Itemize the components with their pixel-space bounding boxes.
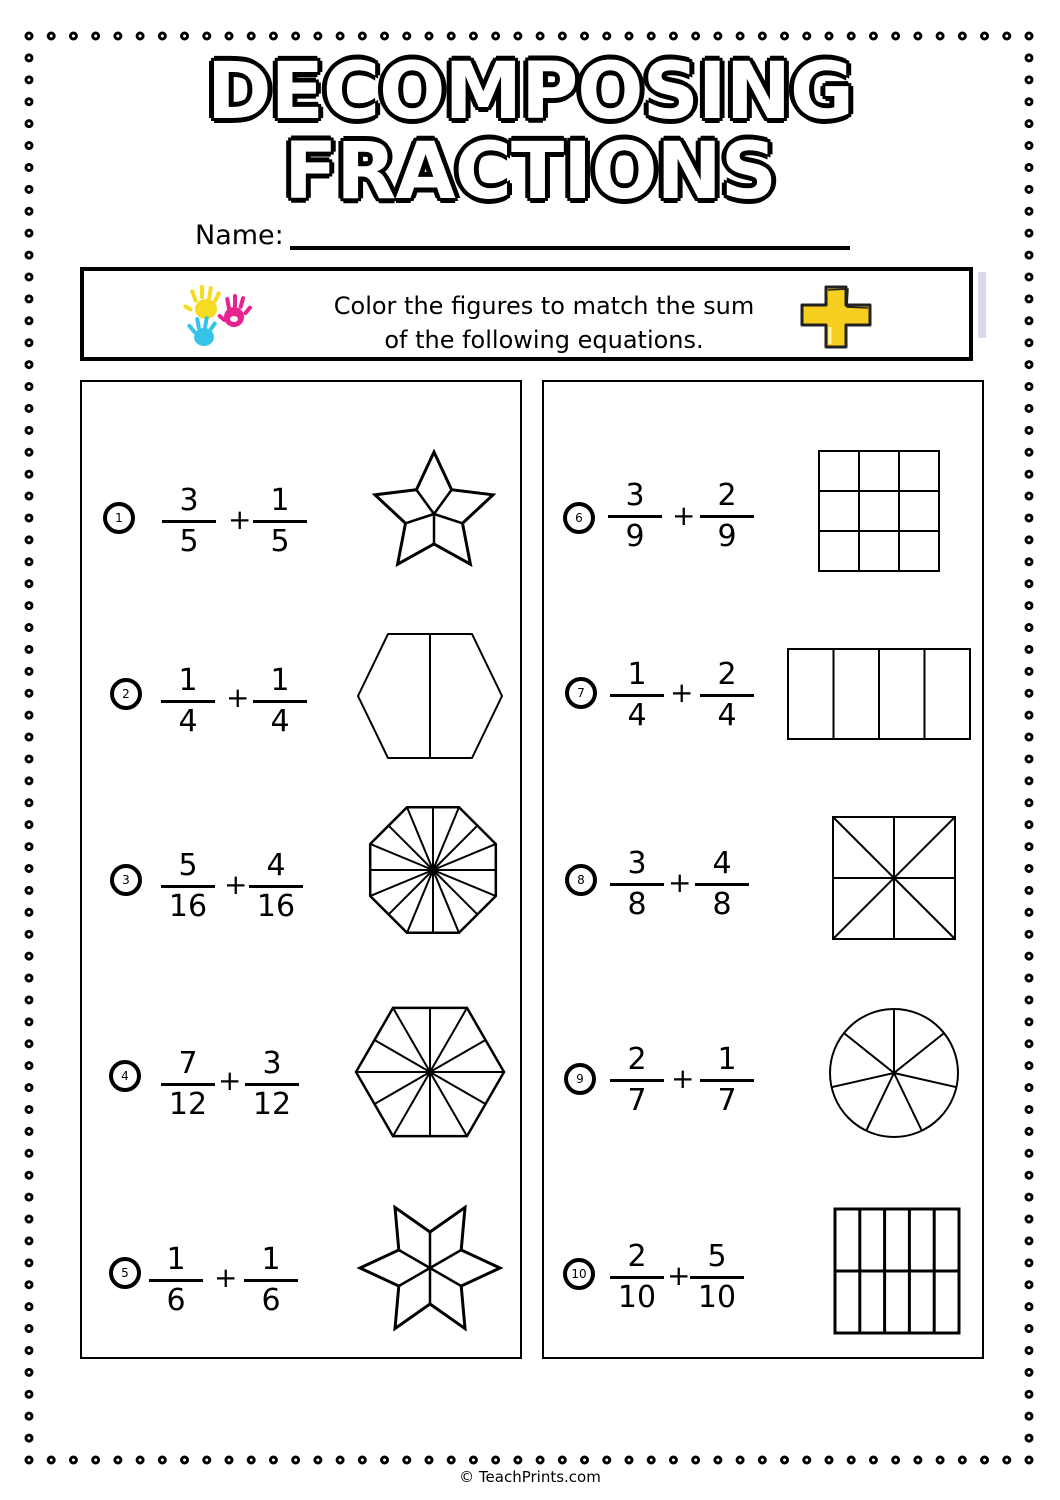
- fraction-addend-1: [162, 484, 216, 559]
- problem-number-badge: 4: [109, 1060, 141, 1092]
- fraction-addend-2: [253, 484, 307, 559]
- denominator: 10: [617, 1280, 657, 1315]
- name-label: Name:: [195, 220, 284, 251]
- numerator: 3: [627, 846, 647, 881]
- numerator: 3: [262, 1046, 282, 1081]
- fraction-bar: [690, 1276, 744, 1279]
- problem-number-badge: 8: [565, 864, 597, 896]
- problem-number-badge: 3: [110, 864, 142, 896]
- name-field-line[interactable]: [290, 246, 850, 250]
- numerator: 1: [178, 663, 198, 698]
- fraction-addend-2: [253, 664, 307, 739]
- page-title-line1: DECOMPOSING: [206, 47, 854, 137]
- numerator: 1: [270, 483, 290, 518]
- fraction-bar: [162, 520, 216, 523]
- page-title-line2: FRACTIONS: [284, 127, 776, 217]
- fraction-addend-2: [690, 1240, 744, 1315]
- numerator: 1: [717, 1042, 737, 1077]
- denominator: 8: [712, 887, 732, 922]
- numerator: 2: [717, 657, 737, 692]
- numerator: 1: [270, 663, 290, 698]
- numerator: 3: [625, 478, 645, 513]
- five-point-star-10-parts-figure[interactable]: [364, 448, 504, 582]
- problem-number-badge: 9: [564, 1063, 596, 1095]
- circle-7-parts-figure[interactable]: [824, 1003, 964, 1147]
- numerator: 1: [166, 1242, 186, 1277]
- fraction-addend-2: [700, 479, 754, 554]
- plus-sign: +: [671, 1062, 695, 1095]
- denominator: 5: [179, 524, 199, 559]
- fraction-addend-1: [610, 847, 664, 922]
- fraction-bar: [253, 700, 307, 703]
- instructions-shadow: [978, 272, 986, 338]
- fraction-addend-2: [245, 1047, 299, 1122]
- fraction-bar: [695, 883, 749, 886]
- octagon-16-parts-figure[interactable]: [358, 800, 508, 944]
- fraction-bar: [149, 1279, 203, 1282]
- fraction-bar: [161, 1083, 215, 1086]
- square-8-parts-figure[interactable]: [829, 813, 959, 947]
- numerator: 2: [627, 1042, 647, 1077]
- problem-number-badge: 10: [563, 1258, 595, 1290]
- fraction-addend-1: [610, 1240, 664, 1315]
- fraction-bar: [608, 515, 662, 518]
- denominator: 4: [178, 704, 198, 739]
- denominator: 7: [717, 1083, 737, 1118]
- fraction-addend-1: [161, 664, 215, 739]
- instructions-line-2: of the following equations.: [384, 326, 704, 354]
- plus-sign: +: [214, 1261, 238, 1294]
- numerator: 4: [712, 846, 732, 881]
- plus-sign: +: [667, 1259, 691, 1292]
- numerator: 5: [178, 848, 198, 883]
- fraction-bar: [161, 700, 215, 703]
- plus-sign: +: [672, 499, 696, 532]
- plus-sign: +: [226, 681, 250, 714]
- fraction-addend-1: [610, 1043, 664, 1118]
- fraction-addend-1: [610, 658, 664, 733]
- problem-number-badge: 7: [565, 677, 597, 709]
- six-point-star-6-parts-figure[interactable]: [355, 1198, 505, 1342]
- fraction-bar: [249, 885, 303, 888]
- plus-sign: +: [218, 1064, 242, 1097]
- denominator: 8: [627, 887, 647, 922]
- denominator: 4: [717, 698, 737, 733]
- denominator: 7: [627, 1083, 647, 1118]
- numerator: 2: [627, 1239, 647, 1274]
- fraction-bar: [610, 883, 664, 886]
- fraction-addend-2: [244, 1243, 298, 1318]
- problem-number-badge: 6: [563, 502, 595, 534]
- numerator: 7: [178, 1046, 198, 1081]
- denominator: 9: [625, 519, 645, 554]
- problem-number-badge: 5: [109, 1257, 141, 1289]
- fraction-addend-1: [161, 849, 215, 924]
- plus-icon: [796, 281, 876, 353]
- fraction-bar: [610, 694, 664, 697]
- fraction-addend-2: [249, 849, 303, 924]
- handprints-icon: [176, 283, 266, 353]
- denominator: 9: [717, 519, 737, 554]
- fraction-bar: [244, 1279, 298, 1282]
- numerator: 1: [627, 657, 647, 692]
- denominator: 4: [627, 698, 647, 733]
- denominator: 5: [270, 524, 290, 559]
- denominator: 10: [697, 1280, 737, 1315]
- instructions-box: [80, 267, 973, 361]
- fraction-addend-2: [700, 1043, 754, 1118]
- denominator: 16: [256, 889, 296, 924]
- hexagon-2-parts-figure[interactable]: [355, 631, 505, 765]
- plus-sign: +: [228, 503, 252, 536]
- fraction-bar: [253, 520, 307, 523]
- fraction-bar: [700, 515, 754, 518]
- denominator: 6: [261, 1283, 281, 1318]
- instructions-line-1: Color the figures to match the sum: [333, 292, 755, 320]
- denominator: 16: [168, 889, 208, 924]
- rectangle-grid-10-parts-figure[interactable]: [830, 1204, 964, 1342]
- numerator: 2: [717, 478, 737, 513]
- fraction-bar: [245, 1083, 299, 1086]
- hexagon-12-parts-figure[interactable]: [350, 1002, 510, 1146]
- problem-number-badge: 1: [103, 502, 135, 534]
- fraction-bar: [610, 1276, 664, 1279]
- rectangle-4-parts-figure[interactable]: [784, 644, 974, 748]
- plus-sign: +: [668, 866, 692, 899]
- problem-number-badge: 2: [110, 678, 142, 710]
- fraction-addend-1: [608, 479, 662, 554]
- fraction-bar: [161, 885, 215, 888]
- denominator: 6: [166, 1283, 186, 1318]
- plus-sign: +: [670, 676, 694, 709]
- fraction-addend-1: [161, 1047, 215, 1122]
- denominator: 4: [270, 704, 290, 739]
- fraction-addend-2: [695, 847, 749, 922]
- fraction-addend-2: [700, 658, 754, 733]
- denominator: 12: [252, 1087, 292, 1122]
- numerator: 1: [261, 1242, 281, 1277]
- denominator: 12: [168, 1087, 208, 1122]
- square-grid-9-parts-figure[interactable]: [814, 446, 944, 580]
- fraction-addend-1: [149, 1243, 203, 1318]
- plus-sign: +: [224, 868, 248, 901]
- fraction-bar: [610, 1079, 664, 1082]
- instructions-text: [284, 289, 804, 357]
- numerator: 5: [707, 1239, 727, 1274]
- fraction-bar: [700, 1079, 754, 1082]
- fraction-bar: [700, 694, 754, 697]
- copyright-footer: © TeachPrints.com: [459, 1468, 601, 1486]
- numerator: 4: [266, 848, 286, 883]
- numerator: 3: [179, 483, 199, 518]
